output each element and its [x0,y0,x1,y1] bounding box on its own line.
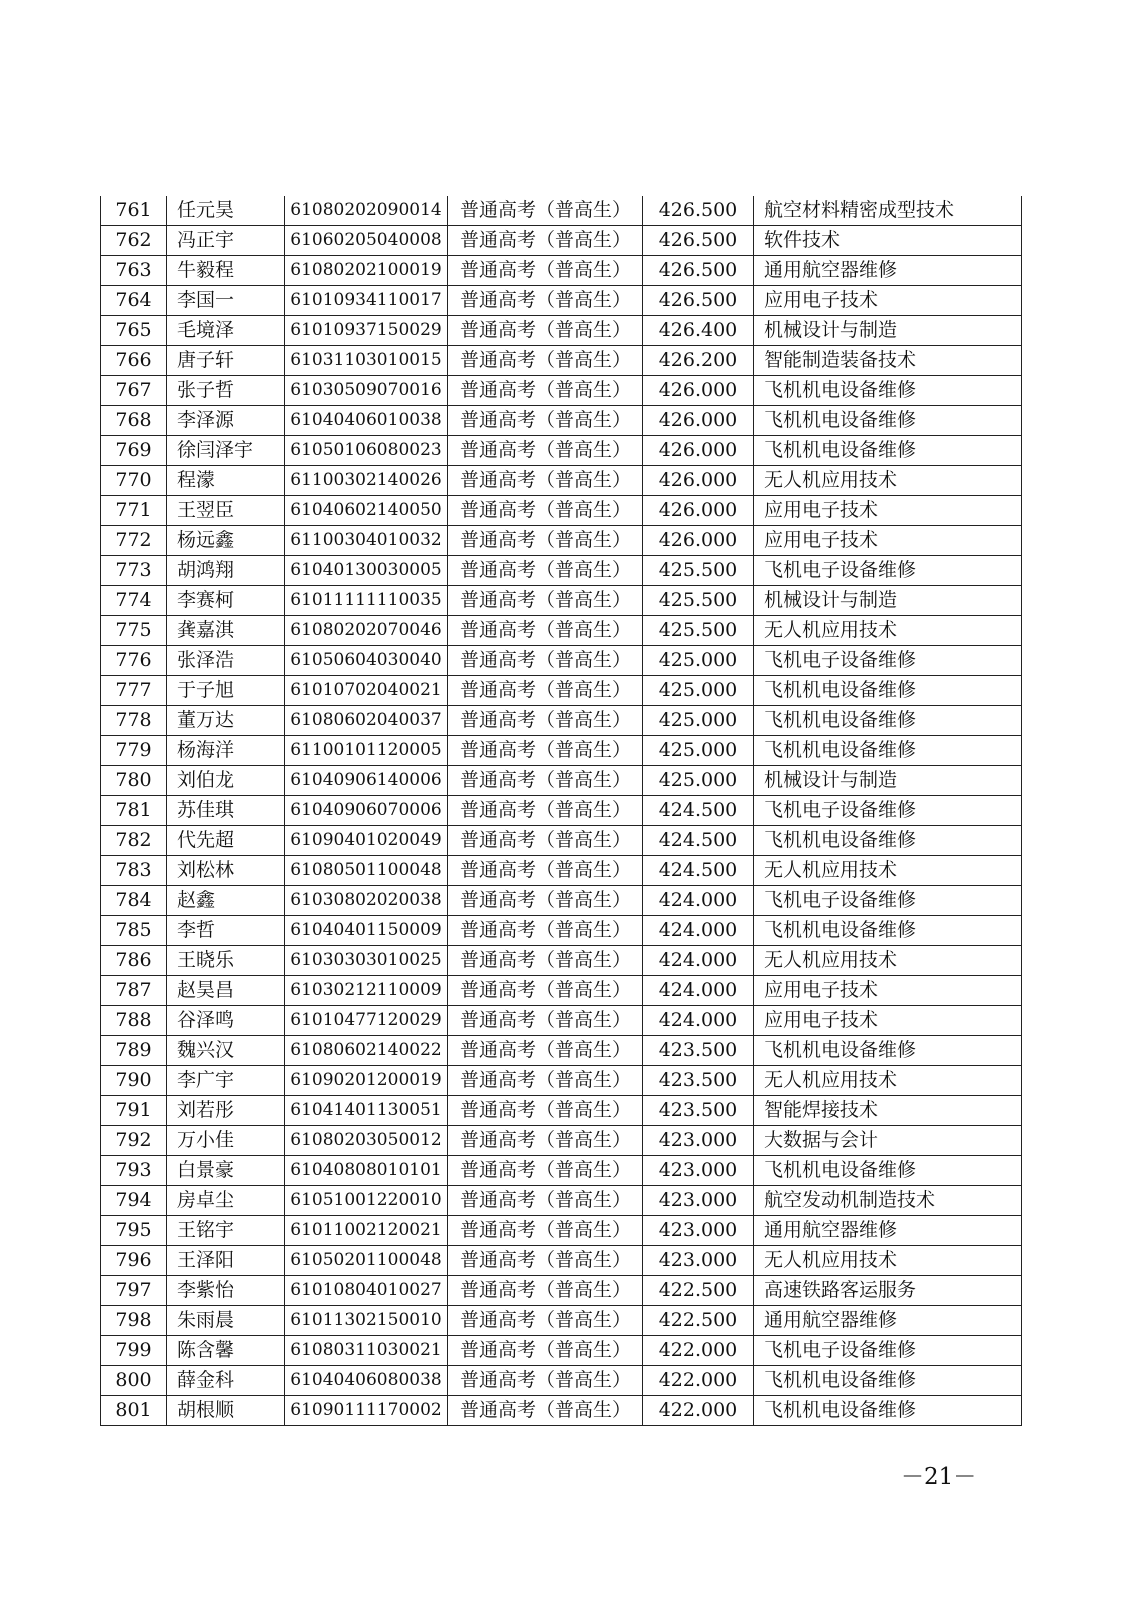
row-number-cell: 768 [101,406,167,436]
major-cell: 无人机应用技术 [754,946,1022,976]
admission-type-cell: 普通高考（普高生） [448,946,643,976]
student-name-cell: 胡鸿翔 [167,556,285,586]
score-cell: 424.000 [643,976,754,1006]
exam-id-cell: 61040401150009 [285,916,448,946]
row-number-cell: 800 [101,1366,167,1396]
exam-id-cell: 61080501100048 [285,856,448,886]
student-name-cell: 董万达 [167,706,285,736]
major-cell: 飞机机电设备维修 [754,706,1022,736]
admission-type-cell: 普通高考（普高生） [448,1006,643,1036]
admission-type-cell: 普通高考（普高生） [448,316,643,346]
admission-type-cell: 普通高考（普高生） [448,676,643,706]
exam-id-cell: 61060205040008 [285,226,448,256]
table-row [101,436,1022,466]
score-cell: 424.500 [643,856,754,886]
row-number-cell: 788 [101,1006,167,1036]
table-row [101,646,1022,676]
score-cell: 425.500 [643,616,754,646]
exam-id-cell: 61080602040037 [285,706,448,736]
student-name-cell: 胡根顺 [167,1396,285,1426]
table-row [101,1306,1022,1336]
row-number-cell: 776 [101,646,167,676]
table-row [101,826,1022,856]
admission-type-cell: 普通高考（普高生） [448,196,643,226]
admission-type-cell: 普通高考（普高生） [448,826,643,856]
page-number: －21－ [901,1464,977,1490]
table-row [101,676,1022,706]
row-number-cell: 766 [101,346,167,376]
score-cell: 422.000 [643,1366,754,1396]
major-cell: 飞机机电设备维修 [754,736,1022,766]
row-number-cell: 764 [101,286,167,316]
score-cell: 426.200 [643,346,754,376]
exam-id-cell: 61080203050012 [285,1126,448,1156]
student-name-cell: 苏佳琪 [167,796,285,826]
student-name-cell: 李紫怡 [167,1276,285,1306]
score-cell: 424.000 [643,886,754,916]
score-cell: 422.000 [643,1336,754,1366]
major-cell: 机械设计与制造 [754,586,1022,616]
exam-id-cell: 61010804010027 [285,1276,448,1306]
row-number-cell: 786 [101,946,167,976]
major-cell: 通用航空器维修 [754,1306,1022,1336]
major-cell: 飞机机电设备维修 [754,1366,1022,1396]
major-cell: 应用电子技术 [754,976,1022,1006]
admission-type-cell: 普通高考（普高生） [448,856,643,886]
exam-id-cell: 61050604030040 [285,646,448,676]
student-name-cell: 张泽浩 [167,646,285,676]
score-cell: 423.000 [643,1126,754,1156]
admission-type-cell: 普通高考（普高生） [448,736,643,766]
row-number-cell: 795 [101,1216,167,1246]
student-name-cell: 张子哲 [167,376,285,406]
score-cell: 426.000 [643,526,754,556]
exam-id-cell: 61040130030005 [285,556,448,586]
score-cell: 423.000 [643,1246,754,1276]
exam-id-cell: 61100302140026 [285,466,448,496]
major-cell: 无人机应用技术 [754,616,1022,646]
table-row [101,916,1022,946]
admission-type-cell: 普通高考（普高生） [448,1156,643,1186]
major-cell: 通用航空器维修 [754,256,1022,286]
admission-type-cell: 普通高考（普高生） [448,1186,643,1216]
major-cell: 软件技术 [754,226,1022,256]
major-cell: 航空材料精密成型技术 [754,196,1022,226]
exam-id-cell: 61050201100048 [285,1246,448,1276]
exam-id-cell: 61090201200019 [285,1066,448,1096]
table-row [101,1156,1022,1186]
row-number-cell: 787 [101,976,167,1006]
major-cell: 飞机电子设备维修 [754,796,1022,826]
exam-id-cell: 61100101120005 [285,736,448,766]
table-row [101,946,1022,976]
exam-id-cell: 61090111170002 [285,1396,448,1426]
row-number-cell: 772 [101,526,167,556]
table-row [101,1186,1022,1216]
exam-id-cell: 61011002120021 [285,1216,448,1246]
score-cell: 422.500 [643,1276,754,1306]
table-row [101,1276,1022,1306]
exam-id-cell: 61011111110035 [285,586,448,616]
row-number-cell: 778 [101,706,167,736]
table-row [101,1246,1022,1276]
major-cell: 飞机机电设备维修 [754,376,1022,406]
student-name-cell: 唐子轩 [167,346,285,376]
student-name-cell: 杨远鑫 [167,526,285,556]
score-cell: 424.000 [643,1006,754,1036]
score-cell: 426.500 [643,256,754,286]
major-cell: 飞机机电设备维修 [754,1156,1022,1186]
admission-type-cell: 普通高考（普高生） [448,286,643,316]
student-name-cell: 李国一 [167,286,285,316]
admission-type-cell: 普通高考（普高生） [448,646,643,676]
student-name-cell: 程濛 [167,466,285,496]
admission-type-cell: 普通高考（普高生） [448,706,643,736]
exam-id-cell: 61040602140050 [285,496,448,526]
score-cell: 425.000 [643,766,754,796]
admission-type-cell: 普通高考（普高生） [448,1396,643,1426]
student-name-cell: 徐闫泽宇 [167,436,285,466]
major-cell: 飞机机电设备维修 [754,676,1022,706]
exam-id-cell: 61040906140006 [285,766,448,796]
row-number-cell: 792 [101,1126,167,1156]
student-name-cell: 王晓乐 [167,946,285,976]
student-name-cell: 朱雨晨 [167,1306,285,1336]
student-name-cell: 赵鑫 [167,886,285,916]
major-cell: 无人机应用技术 [754,856,1022,886]
exam-id-cell: 61030802020038 [285,886,448,916]
exam-id-cell: 61030509070016 [285,376,448,406]
admission-type-cell: 普通高考（普高生） [448,556,643,586]
student-name-cell: 龚嘉淇 [167,616,285,646]
admission-type-cell: 普通高考（普高生） [448,496,643,526]
major-cell: 机械设计与制造 [754,766,1022,796]
score-cell: 423.000 [643,1156,754,1186]
exam-id-cell: 61010937150029 [285,316,448,346]
major-cell: 飞机机电设备维修 [754,1396,1022,1426]
table-row [101,856,1022,886]
admission-type-cell: 普通高考（普高生） [448,406,643,436]
major-cell: 无人机应用技术 [754,1246,1022,1276]
score-cell: 423.000 [643,1186,754,1216]
row-number-cell: 782 [101,826,167,856]
admission-type-cell: 普通高考（普高生） [448,256,643,286]
table-row [101,406,1022,436]
row-number-cell: 794 [101,1186,167,1216]
student-name-cell: 王铭宇 [167,1216,285,1246]
row-number-cell: 777 [101,676,167,706]
student-name-cell: 薛金科 [167,1366,285,1396]
score-cell: 426.000 [643,406,754,436]
table-row [101,1126,1022,1156]
row-number-cell: 767 [101,376,167,406]
major-cell: 大数据与会计 [754,1126,1022,1156]
table-row [101,226,1022,256]
admission-type-cell: 普通高考（普高生） [448,1216,643,1246]
admission-type-cell: 普通高考（普高生） [448,616,643,646]
score-cell: 426.500 [643,226,754,256]
admission-type-cell: 普通高考（普高生） [448,976,643,1006]
table-row [101,526,1022,556]
score-cell: 425.500 [643,586,754,616]
score-cell: 424.000 [643,916,754,946]
table-row [101,316,1022,346]
student-name-cell: 任元昊 [167,196,285,226]
admission-type-cell: 普通高考（普高生） [448,766,643,796]
major-cell: 智能制造装备技术 [754,346,1022,376]
score-cell: 425.000 [643,646,754,676]
score-cell: 423.500 [643,1036,754,1066]
student-name-cell: 谷泽鸣 [167,1006,285,1036]
row-number-cell: 791 [101,1096,167,1126]
row-number-cell: 761 [101,196,167,226]
table-row [101,1096,1022,1126]
student-name-cell: 毛境泽 [167,316,285,346]
table-row [101,1066,1022,1096]
row-number-cell: 770 [101,466,167,496]
admission-type-cell: 普通高考（普高生） [448,1246,643,1276]
student-name-cell: 于子旭 [167,676,285,706]
student-name-cell: 房卓尘 [167,1186,285,1216]
table-row [101,346,1022,376]
table-row [101,796,1022,826]
student-name-cell: 李赛柯 [167,586,285,616]
table-row [101,1396,1022,1426]
student-name-cell: 李广宇 [167,1066,285,1096]
score-cell: 423.000 [643,1216,754,1246]
admission-type-cell: 普通高考（普高生） [448,1306,643,1336]
major-cell: 智能焊接技术 [754,1096,1022,1126]
admission-type-cell: 普通高考（普高生） [448,436,643,466]
row-number-cell: 790 [101,1066,167,1096]
major-cell: 飞机机电设备维修 [754,406,1022,436]
table-row [101,1006,1022,1036]
table-row [101,886,1022,916]
row-number-cell: 773 [101,556,167,586]
admission-type-cell: 普通高考（普高生） [448,346,643,376]
major-cell: 应用电子技术 [754,526,1022,556]
student-name-cell: 王泽阳 [167,1246,285,1276]
major-cell: 飞机电子设备维修 [754,886,1022,916]
major-cell: 飞机机电设备维修 [754,436,1022,466]
table-row [101,1366,1022,1396]
score-cell: 425.000 [643,706,754,736]
student-name-cell: 代先超 [167,826,285,856]
major-cell: 无人机应用技术 [754,466,1022,496]
admission-type-cell: 普通高考（普高生） [448,526,643,556]
major-cell: 飞机机电设备维修 [754,1036,1022,1066]
student-name-cell: 牛毅程 [167,256,285,286]
admission-type-cell: 普通高考（普高生） [448,1366,643,1396]
score-cell: 426.000 [643,466,754,496]
score-cell: 426.500 [643,286,754,316]
student-name-cell: 杨海洋 [167,736,285,766]
table-row [101,1036,1022,1066]
admission-type-cell: 普通高考（普高生） [448,226,643,256]
student-name-cell: 陈含馨 [167,1336,285,1366]
score-cell: 424.500 [643,796,754,826]
exam-id-cell: 61040808010101 [285,1156,448,1186]
exam-id-cell: 61031103010015 [285,346,448,376]
exam-id-cell: 61080202070046 [285,616,448,646]
major-cell: 通用航空器维修 [754,1216,1022,1246]
table-row [101,976,1022,1006]
major-cell: 高速铁路客运服务 [754,1276,1022,1306]
row-number-cell: 780 [101,766,167,796]
exam-id-cell: 61080602140022 [285,1036,448,1066]
row-number-cell: 781 [101,796,167,826]
exam-id-cell: 61080202100019 [285,256,448,286]
student-name-cell: 赵昊昌 [167,976,285,1006]
admission-type-cell: 普通高考（普高生） [448,1036,643,1066]
admission-type-cell: 普通高考（普高生） [448,466,643,496]
exam-id-cell: 61080202090014 [285,196,448,226]
student-name-cell: 刘伯龙 [167,766,285,796]
major-cell: 航空发动机制造技术 [754,1186,1022,1216]
student-name-cell: 白景豪 [167,1156,285,1186]
admission-type-cell: 普通高考（普高生） [448,886,643,916]
exam-id-cell: 61030303010025 [285,946,448,976]
exam-id-cell: 61040406080038 [285,1366,448,1396]
row-number-cell: 796 [101,1246,167,1276]
score-cell: 426.500 [643,196,754,226]
table-row [101,1216,1022,1246]
row-number-cell: 779 [101,736,167,766]
row-number-cell: 769 [101,436,167,466]
row-number-cell: 774 [101,586,167,616]
major-cell: 飞机机电设备维修 [754,916,1022,946]
table-row [101,586,1022,616]
table-row [101,286,1022,316]
score-cell: 424.500 [643,826,754,856]
row-number-cell: 798 [101,1306,167,1336]
row-number-cell: 775 [101,616,167,646]
score-cell: 422.000 [643,1396,754,1426]
score-cell: 424.000 [643,946,754,976]
exam-id-cell: 61010702040021 [285,676,448,706]
row-number-cell: 799 [101,1336,167,1366]
student-name-cell: 刘若彤 [167,1096,285,1126]
row-number-cell: 789 [101,1036,167,1066]
exam-id-cell: 61080311030021 [285,1336,448,1366]
admission-type-cell: 普通高考（普高生） [448,916,643,946]
admission-type-cell: 普通高考（普高生） [448,376,643,406]
student-name-cell: 李哲 [167,916,285,946]
table-row [101,706,1022,736]
admission-type-cell: 普通高考（普高生） [448,1096,643,1126]
score-cell: 425.500 [643,556,754,586]
exam-id-cell: 61100304010032 [285,526,448,556]
admission-type-cell: 普通高考（普高生） [448,1336,643,1366]
major-cell: 飞机机电设备维修 [754,826,1022,856]
table-row [101,376,1022,406]
exam-id-cell: 61051001220010 [285,1186,448,1216]
major-cell: 无人机应用技术 [754,1066,1022,1096]
exam-id-cell: 61010934110017 [285,286,448,316]
score-cell: 425.000 [643,676,754,706]
student-name-cell: 魏兴汉 [167,1036,285,1066]
row-number-cell: 784 [101,886,167,916]
major-cell: 应用电子技术 [754,496,1022,526]
exam-id-cell: 61040406010038 [285,406,448,436]
table-row [101,196,1022,226]
exam-id-cell: 61041401130051 [285,1096,448,1126]
table-row [101,736,1022,766]
row-number-cell: 762 [101,226,167,256]
score-cell: 423.500 [643,1066,754,1096]
row-number-cell: 771 [101,496,167,526]
admission-type-cell: 普通高考（普高生） [448,1276,643,1306]
major-cell: 飞机电子设备维修 [754,556,1022,586]
exam-id-cell: 61040906070006 [285,796,448,826]
table-row [101,466,1022,496]
exam-id-cell: 61011302150010 [285,1306,448,1336]
exam-id-cell: 61050106080023 [285,436,448,466]
major-cell: 飞机电子设备维修 [754,1336,1022,1366]
table-row [101,1336,1022,1366]
row-number-cell: 785 [101,916,167,946]
row-number-cell: 801 [101,1396,167,1426]
row-number-cell: 783 [101,856,167,886]
exam-id-cell: 61090401020049 [285,826,448,856]
student-name-cell: 王翌臣 [167,496,285,526]
score-cell: 425.000 [643,736,754,766]
exam-id-cell: 61030212110009 [285,976,448,1006]
admission-type-cell: 普通高考（普高生） [448,1066,643,1096]
score-cell: 426.000 [643,376,754,406]
exam-id-cell: 61010477120029 [285,1006,448,1036]
table-row [101,496,1022,526]
student-name-cell: 刘松林 [167,856,285,886]
admission-type-cell: 普通高考（普高生） [448,586,643,616]
score-cell: 426.000 [643,436,754,466]
major-cell: 机械设计与制造 [754,316,1022,346]
row-number-cell: 793 [101,1156,167,1186]
student-name-cell: 李泽源 [167,406,285,436]
major-cell: 应用电子技术 [754,286,1022,316]
major-cell: 飞机电子设备维修 [754,646,1022,676]
major-cell: 应用电子技术 [754,1006,1022,1036]
score-cell: 422.500 [643,1306,754,1336]
student-name-cell: 万小佳 [167,1126,285,1156]
table-row [101,766,1022,796]
student-name-cell: 冯正宇 [167,226,285,256]
table-row [101,556,1022,586]
table-row [101,256,1022,286]
admission-type-cell: 普通高考（普高生） [448,1126,643,1156]
row-number-cell: 765 [101,316,167,346]
row-number-cell: 763 [101,256,167,286]
admission-type-cell: 普通高考（普高生） [448,796,643,826]
table-row [101,616,1022,646]
score-cell: 426.400 [643,316,754,346]
row-number-cell: 797 [101,1276,167,1306]
admission-list-table [100,196,1022,1426]
score-cell: 423.500 [643,1096,754,1126]
score-cell: 426.000 [643,496,754,526]
